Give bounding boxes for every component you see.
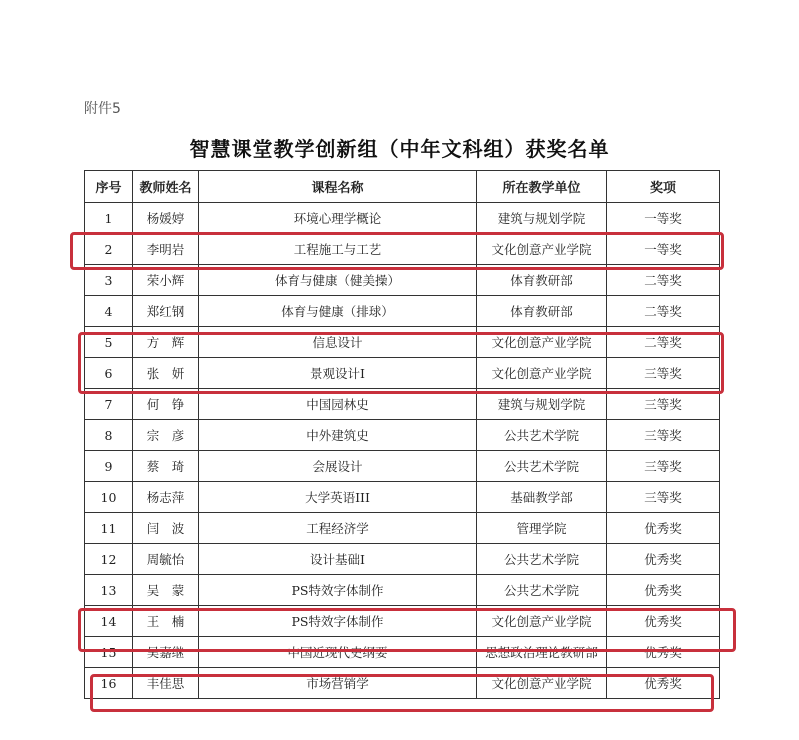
cell-teacher: 何 铮	[133, 389, 199, 420]
table-row	[85, 327, 720, 358]
cell-index: 5	[85, 327, 133, 358]
cell-department: 体育教研部	[477, 296, 607, 327]
cell-index: 12	[85, 544, 133, 575]
cell-award: 二等奖	[607, 296, 720, 327]
cell-teacher: 李明岩	[133, 234, 199, 265]
cell-award: 三等奖	[607, 482, 720, 513]
cell-index: 6	[85, 358, 133, 389]
cell-course: 会展设计	[199, 451, 477, 482]
cell-department: 管理学院	[477, 513, 607, 544]
cell-teacher: 宗 彦	[133, 420, 199, 451]
cell-course: 信息设计	[199, 327, 477, 358]
cell-department: 体育教研部	[477, 265, 607, 296]
cell-course: 中外建筑史	[199, 420, 477, 451]
cell-award: 三等奖	[607, 389, 720, 420]
cell-department: 文化创意产业学院	[477, 327, 607, 358]
cell-department: 公共艺术学院	[477, 451, 607, 482]
cell-course: 工程经济学	[199, 513, 477, 544]
cell-course: PS特效字体制作	[199, 606, 477, 637]
cell-course: 工程施工与工艺	[199, 234, 477, 265]
cell-award: 一等奖	[607, 234, 720, 265]
table-row	[85, 358, 720, 389]
cell-teacher: 周毓怡	[133, 544, 199, 575]
cell-award: 优秀奖	[607, 544, 720, 575]
cell-award: 优秀奖	[607, 668, 720, 699]
cell-course: 体育与健康（健美操）	[199, 265, 477, 296]
attachment-label: 附件5	[84, 101, 121, 117]
table-row	[85, 544, 720, 575]
table-row	[85, 575, 720, 606]
cell-index: 3	[85, 265, 133, 296]
cell-department: 文化创意产业学院	[477, 606, 607, 637]
cell-department: 文化创意产业学院	[477, 234, 607, 265]
table-row	[85, 234, 720, 265]
cell-course: 设计基础Ⅰ	[199, 544, 477, 575]
cell-course: 景观设计Ⅰ	[199, 358, 477, 389]
table-row	[85, 668, 720, 699]
cell-department: 公共艺术学院	[477, 575, 607, 606]
cell-teacher: 郑红钢	[133, 296, 199, 327]
cell-award: 二等奖	[607, 327, 720, 358]
cell-index: 15	[85, 637, 133, 668]
table-row	[85, 420, 720, 451]
cell-index: 7	[85, 389, 133, 420]
cell-award: 三等奖	[607, 451, 720, 482]
cell-index: 11	[85, 513, 133, 544]
cell-department: 公共艺术学院	[477, 420, 607, 451]
cell-index: 16	[85, 668, 133, 699]
header-department: 所在教学单位	[477, 171, 607, 203]
cell-teacher: 荣小辉	[133, 265, 199, 296]
cell-course: PS特效字体制作	[199, 575, 477, 606]
cell-index: 14	[85, 606, 133, 637]
cell-teacher: 张 妍	[133, 358, 199, 389]
cell-teacher: 王 楠	[133, 606, 199, 637]
cell-teacher: 丰佳思	[133, 668, 199, 699]
cell-course: 大学英语III	[199, 482, 477, 513]
table-row	[85, 606, 720, 637]
cell-index: 13	[85, 575, 133, 606]
cell-teacher: 吴嘉继	[133, 637, 199, 668]
header-course-name: 课程名称	[199, 171, 477, 203]
table-row	[85, 265, 720, 296]
header-award: 奖项	[607, 171, 720, 203]
table-row	[85, 203, 720, 234]
cell-index: 8	[85, 420, 133, 451]
cell-department: 建筑与规划学院	[477, 203, 607, 234]
cell-department: 思想政治理论教研部	[477, 637, 607, 668]
table-row	[85, 637, 720, 668]
cell-course: 环境心理学概论	[199, 203, 477, 234]
cell-department: 文化创意产业学院	[477, 668, 607, 699]
cell-award: 一等奖	[607, 203, 720, 234]
cell-index: 10	[85, 482, 133, 513]
table-row	[85, 296, 720, 327]
cell-award: 三等奖	[607, 358, 720, 389]
cell-award: 优秀奖	[607, 637, 720, 668]
cell-award: 优秀奖	[607, 575, 720, 606]
table-row	[85, 482, 720, 513]
cell-department: 文化创意产业学院	[477, 358, 607, 389]
cell-teacher: 杨媛婷	[133, 203, 199, 234]
table-row	[85, 389, 720, 420]
cell-department: 基础教学部	[477, 482, 607, 513]
cell-index: 1	[85, 203, 133, 234]
page-title: 智慧课堂教学创新组（中年文科组）获奖名单	[189, 137, 610, 161]
cell-teacher: 杨志萍	[133, 482, 199, 513]
cell-index: 4	[85, 296, 133, 327]
header-teacher-name: 教师姓名	[133, 171, 199, 203]
header-index: 序号	[85, 171, 133, 203]
cell-teacher: 方 辉	[133, 327, 199, 358]
cell-course: 中国近现代史纲要	[199, 637, 477, 668]
cell-course: 中国园林史	[199, 389, 477, 420]
cell-teacher: 闫 波	[133, 513, 199, 544]
cell-course: 体育与健康（排球）	[199, 296, 477, 327]
cell-index: 9	[85, 451, 133, 482]
cell-index: 2	[85, 234, 133, 265]
cell-award: 优秀奖	[607, 513, 720, 544]
cell-department: 建筑与规划学院	[477, 389, 607, 420]
table-row	[85, 513, 720, 544]
table-header-row	[85, 171, 720, 203]
cell-award: 优秀奖	[607, 606, 720, 637]
cell-award: 二等奖	[607, 265, 720, 296]
cell-award: 三等奖	[607, 420, 720, 451]
cell-teacher: 蔡 琦	[133, 451, 199, 482]
cell-department: 公共艺术学院	[477, 544, 607, 575]
table-row	[85, 451, 720, 482]
awards-table	[84, 170, 720, 699]
cell-course: 市场营销学	[199, 668, 477, 699]
cell-teacher: 吴 蒙	[133, 575, 199, 606]
